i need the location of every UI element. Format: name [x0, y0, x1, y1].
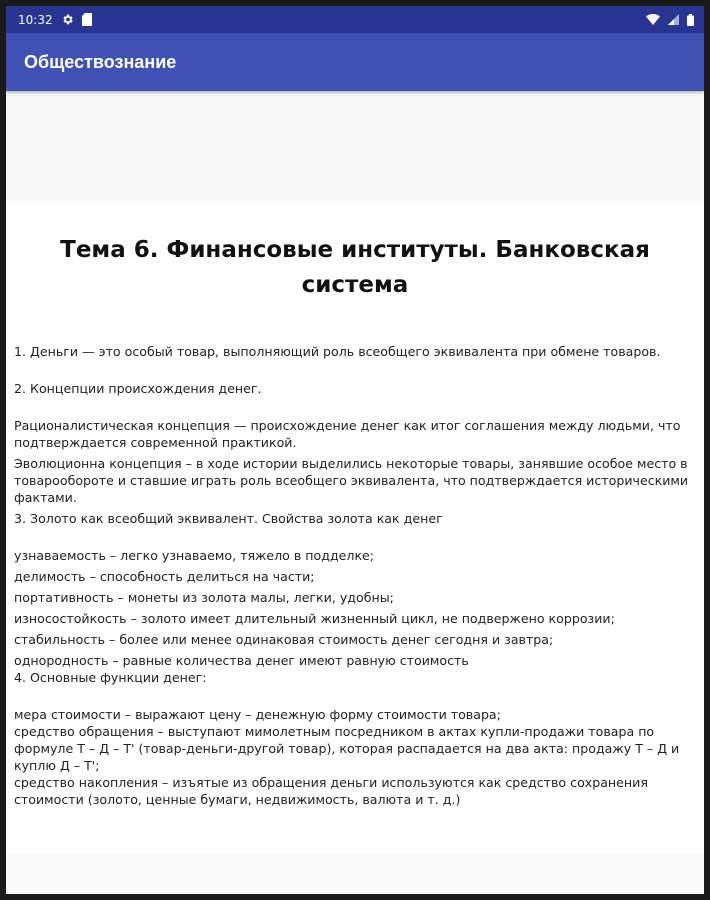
paragraph: 1. Деньги — это особый товар, выполняющий роль всеобщего эквивалента при обмене товаров. [14, 344, 661, 359]
ad-banner-area[interactable] [6, 91, 704, 201]
paragraph: 2. Концепции происхождения денег. [14, 381, 262, 396]
list-item: средство накопления – изъятые из обращения деньги используются как средство сохранения стоимости (золото, ценные бумаги, недвижимость, валюта и т. д.) [14, 775, 648, 807]
paragraph: 3. Золото как всеобщий эквивалент. Свойства золота как денег [14, 511, 443, 526]
list-item: мера стоимости – выражают цену – денежную форму стоимости товара; [14, 707, 501, 722]
document-content[interactable] [6, 201, 704, 853]
status-time: 10:32 [18, 12, 53, 27]
document-title: Тема 6. Финансовые институты. Банковская система [60, 237, 650, 298]
list-item: делимость – способность делиться на части; [14, 569, 315, 584]
paragraph: 4. Основные функции денег: [14, 670, 207, 685]
signal-icon [668, 14, 679, 25]
wifi-icon [646, 14, 660, 25]
sd-card-icon [82, 13, 92, 26]
status-bar-right [646, 14, 694, 26]
status-bar [6, 6, 704, 33]
app-title: Обществознание [24, 51, 177, 72]
device-screen [6, 6, 704, 894]
paragraph: Рационалистическая концепция — происхождение денег как итог соглашения между людьми, что подтверждается современной практикой. [14, 418, 681, 450]
battery-icon [687, 14, 694, 26]
paragraph: Эволюционна концепция – в ходе истории выделились некоторые товары, занявшие особое место в товарообороте и ставшие играть роль всеобщего эквивалента, что подтверждается историческими фактами. [14, 456, 689, 505]
list-item: износостойкость – золото имеет длительный жизненный цикл, не подвержено коррозии; [14, 611, 615, 626]
app-bar [6, 33, 704, 91]
list-item: однородность – равные количества денег имеют равную стоимость [14, 653, 469, 668]
list-item: портативность – монеты из золота малы, легки, удобны; [14, 590, 394, 605]
status-bar-left [18, 13, 92, 27]
list-item: средство обращения – выступают мимолетным посредником в актах купли-продажи товара по формуле Т – Д – Т' (товар-деньги-другой товар), которая распадается на два акта: продажу Т – Д и куплю Д – Т'; [14, 724, 680, 773]
list-item: узнаваемость – легко узнаваемо, тяжело в подделке; [14, 548, 375, 563]
document-body [14, 343, 696, 808]
gear-icon [61, 13, 74, 26]
list-item: стабильность – более или менее одинаковая стоимость денег сегодня и завтра; [14, 632, 554, 647]
